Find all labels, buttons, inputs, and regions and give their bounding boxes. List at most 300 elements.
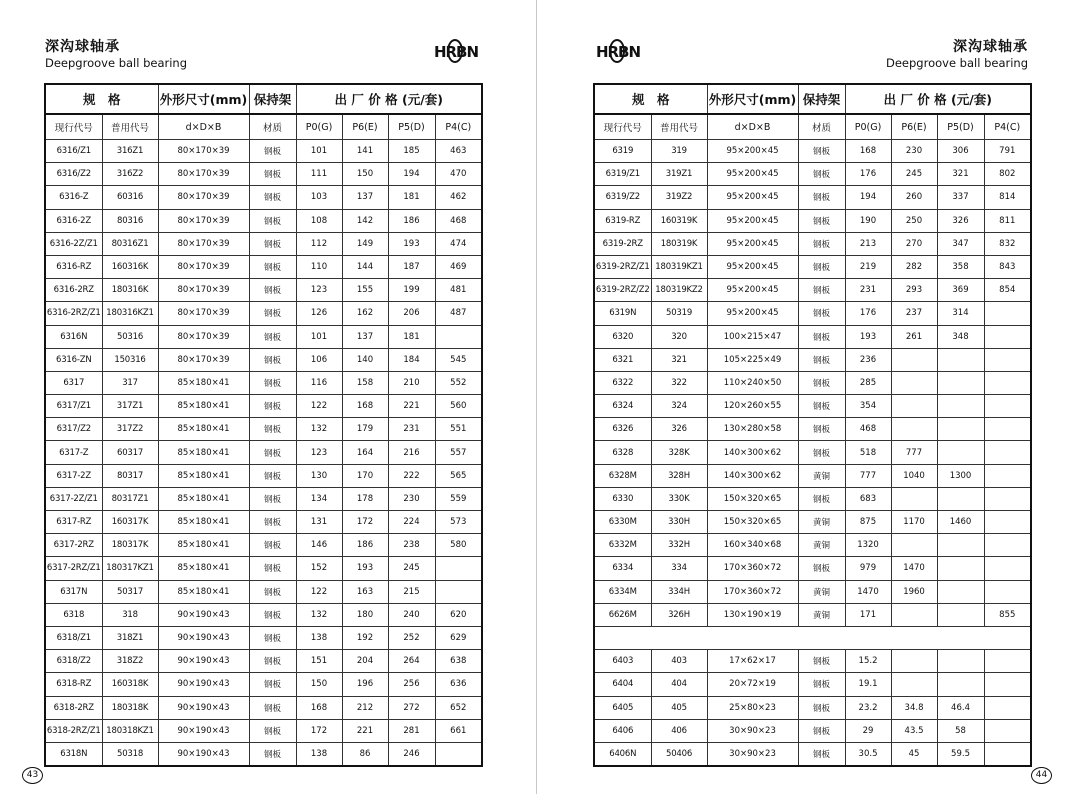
cell-dimensions: 30×90×23 bbox=[707, 719, 798, 742]
cell-dimensions: 110×240×50 bbox=[707, 371, 798, 394]
table-row bbox=[594, 696, 1031, 719]
cell-price-p4 bbox=[984, 650, 1031, 673]
cell-price-p0: 122 bbox=[296, 580, 342, 603]
cell-price-p4: 843 bbox=[984, 255, 1031, 278]
subheader-p5: P5(D) bbox=[388, 114, 435, 140]
table-row bbox=[594, 719, 1031, 742]
cell-price-p0: 193 bbox=[845, 325, 891, 348]
cell-price-p6: 162 bbox=[342, 302, 388, 325]
cell-common-code: 180316K bbox=[102, 279, 158, 302]
cell-price-p4: 791 bbox=[984, 140, 1031, 163]
cell-current-code: 6405 bbox=[594, 696, 651, 719]
cell-dimensions: 95×200×45 bbox=[707, 140, 798, 163]
cell-common-code: 318Z1 bbox=[102, 626, 158, 649]
cell-price-p4 bbox=[984, 557, 1031, 580]
cell-price-p6 bbox=[891, 650, 937, 673]
cell-material: 钢板 bbox=[798, 163, 845, 186]
cell-price-p4 bbox=[984, 696, 1031, 719]
cell-dimensions: 95×200×45 bbox=[707, 186, 798, 209]
cell-common-code: 50319 bbox=[651, 302, 707, 325]
cell-common-code: 180318KZ1 bbox=[102, 719, 158, 742]
cell-common-code: 403 bbox=[651, 650, 707, 673]
cell-common-code: 321 bbox=[651, 348, 707, 371]
table-row bbox=[45, 696, 482, 719]
cell-common-code: 317Z1 bbox=[102, 395, 158, 418]
cell-price-p5 bbox=[937, 418, 984, 441]
cell-price-p0: 130 bbox=[296, 464, 342, 487]
cell-common-code: 180319K bbox=[651, 232, 707, 255]
cell-price-p4 bbox=[984, 395, 1031, 418]
cell-price-p4: 811 bbox=[984, 209, 1031, 232]
cell-material: 钢板 bbox=[798, 650, 845, 673]
cell-price-p5 bbox=[937, 580, 984, 603]
cell-material: 黄铜 bbox=[798, 603, 845, 626]
cell-price-p5: 1300 bbox=[937, 464, 984, 487]
left-page bbox=[0, 0, 536, 794]
cell-current-code: 6317-2RZ bbox=[45, 534, 102, 557]
table-row bbox=[45, 371, 482, 394]
cell-price-p5: 369 bbox=[937, 279, 984, 302]
logo-text: HRBN bbox=[595, 43, 641, 61]
cell-material: 钢板 bbox=[798, 232, 845, 255]
cell-common-code: 180317K bbox=[102, 534, 158, 557]
cell-price-p4 bbox=[984, 673, 1031, 696]
cell-price-p4 bbox=[984, 348, 1031, 371]
cell-price-p0: 219 bbox=[845, 255, 891, 278]
cell-price-p4: 545 bbox=[435, 348, 482, 371]
cell-current-code: 6318 bbox=[45, 603, 102, 626]
page-title-cn: 深沟球轴承 bbox=[45, 39, 120, 55]
cell-material: 钢板 bbox=[249, 487, 296, 510]
subheader-current-code: 现行代号 bbox=[45, 114, 102, 140]
header-spec: 规 格 bbox=[594, 84, 707, 114]
cell-price-p0: 172 bbox=[296, 719, 342, 742]
table-row bbox=[594, 279, 1031, 302]
price-table bbox=[44, 83, 483, 767]
cell-price-p4 bbox=[984, 742, 1031, 766]
cell-price-p5: 221 bbox=[388, 395, 435, 418]
cell-price-p5: 240 bbox=[388, 603, 435, 626]
cell-price-p0: 354 bbox=[845, 395, 891, 418]
cell-current-code: 6317-2Z bbox=[45, 464, 102, 487]
cell-dimensions: 170×360×72 bbox=[707, 557, 798, 580]
cell-price-p4: 559 bbox=[435, 487, 482, 510]
cell-material: 钢板 bbox=[249, 534, 296, 557]
cell-common-code: 50318 bbox=[102, 742, 158, 766]
cell-material: 钢板 bbox=[798, 742, 845, 766]
cell-price-p5: 246 bbox=[388, 742, 435, 766]
table-row bbox=[45, 279, 482, 302]
cell-common-code: 317 bbox=[102, 371, 158, 394]
cell-material: 钢板 bbox=[249, 232, 296, 255]
cell-current-code: 6406 bbox=[594, 719, 651, 742]
cell-price-p4: 661 bbox=[435, 719, 482, 742]
subheader-dxdxb: d×D×B bbox=[158, 114, 249, 140]
cell-material: 钢板 bbox=[798, 255, 845, 278]
cell-dimensions: 85×180×41 bbox=[158, 395, 249, 418]
cell-price-p0: 236 bbox=[845, 348, 891, 371]
cell-price-p4 bbox=[984, 487, 1031, 510]
cell-price-p4: 552 bbox=[435, 371, 482, 394]
cell-current-code: 6317-Z bbox=[45, 441, 102, 464]
cell-current-code: 6318/Z2 bbox=[45, 650, 102, 673]
cell-common-code: 60316 bbox=[102, 186, 158, 209]
cell-dimensions: 85×180×41 bbox=[158, 557, 249, 580]
cell-price-p0: 875 bbox=[845, 511, 891, 534]
table-row bbox=[45, 511, 482, 534]
subheader-p6: P6(E) bbox=[891, 114, 937, 140]
cell-price-p0: 122 bbox=[296, 395, 342, 418]
table-row bbox=[594, 487, 1031, 510]
table-row bbox=[594, 209, 1031, 232]
table-row bbox=[594, 418, 1031, 441]
table-row bbox=[45, 464, 482, 487]
cell-material: 钢板 bbox=[249, 163, 296, 186]
cell-current-code: 6332M bbox=[594, 534, 651, 557]
table-row bbox=[594, 673, 1031, 696]
cell-common-code: 180316KZ1 bbox=[102, 302, 158, 325]
cell-current-code: 6319 bbox=[594, 140, 651, 163]
cell-price-p5: 193 bbox=[388, 232, 435, 255]
table-row bbox=[45, 719, 482, 742]
cell-price-p0: 132 bbox=[296, 418, 342, 441]
cell-current-code: 6403 bbox=[594, 650, 651, 673]
cell-current-code: 6319-2RZ bbox=[594, 232, 651, 255]
cell-price-p4: 468 bbox=[435, 209, 482, 232]
hrbn-logo-icon bbox=[595, 38, 641, 66]
cell-price-p6: 777 bbox=[891, 441, 937, 464]
cell-price-p6: 149 bbox=[342, 232, 388, 255]
cell-dimensions: 80×170×39 bbox=[158, 255, 249, 278]
cell-material: 钢板 bbox=[798, 209, 845, 232]
cell-common-code: 405 bbox=[651, 696, 707, 719]
cell-price-p6 bbox=[891, 348, 937, 371]
cell-material: 钢板 bbox=[249, 464, 296, 487]
cell-price-p0: 108 bbox=[296, 209, 342, 232]
cell-price-p5: 314 bbox=[937, 302, 984, 325]
cell-current-code: 6404 bbox=[594, 673, 651, 696]
cell-current-code: 6319-2RZ/Z2 bbox=[594, 279, 651, 302]
cell-price-p4: 462 bbox=[435, 186, 482, 209]
cell-material: 钢板 bbox=[249, 650, 296, 673]
cell-price-p0: 194 bbox=[845, 186, 891, 209]
cell-current-code: 6626M bbox=[594, 603, 651, 626]
cell-dimensions: 150×320×65 bbox=[707, 487, 798, 510]
cell-price-p5: 181 bbox=[388, 325, 435, 348]
subheader-p6: P6(E) bbox=[342, 114, 388, 140]
subheader-current-code: 现行代号 bbox=[594, 114, 651, 140]
table-row bbox=[594, 232, 1031, 255]
cell-material: 黄铜 bbox=[798, 511, 845, 534]
cell-dimensions: 130×280×58 bbox=[707, 418, 798, 441]
cell-price-p6: 230 bbox=[891, 140, 937, 163]
cell-dimensions: 80×170×39 bbox=[158, 163, 249, 186]
table-row bbox=[45, 441, 482, 464]
cell-material: 钢板 bbox=[249, 418, 296, 441]
cell-dimensions: 30×90×23 bbox=[707, 742, 798, 766]
cell-common-code: 160317K bbox=[102, 511, 158, 534]
cell-material: 钢板 bbox=[249, 186, 296, 209]
cell-current-code: 6316-2RZ bbox=[45, 279, 102, 302]
subheader-common-code: 普用代号 bbox=[102, 114, 158, 140]
cell-price-p4 bbox=[984, 302, 1031, 325]
table-row bbox=[45, 348, 482, 371]
table-row bbox=[594, 371, 1031, 394]
cell-common-code: 330H bbox=[651, 511, 707, 534]
cell-material: 钢板 bbox=[249, 348, 296, 371]
table-row bbox=[594, 511, 1031, 534]
cell-price-p5: 252 bbox=[388, 626, 435, 649]
cell-common-code: 330K bbox=[651, 487, 707, 510]
cell-dimensions: 90×190×43 bbox=[158, 626, 249, 649]
cell-material: 钢板 bbox=[798, 696, 845, 719]
cell-current-code: 6319/Z1 bbox=[594, 163, 651, 186]
table-row bbox=[594, 742, 1031, 766]
cell-common-code: 180319KZ1 bbox=[651, 255, 707, 278]
cell-material: 钢板 bbox=[798, 673, 845, 696]
cell-dimensions: 95×200×45 bbox=[707, 232, 798, 255]
cell-price-p5: 222 bbox=[388, 464, 435, 487]
table-row bbox=[594, 140, 1031, 163]
cell-current-code: 6318/Z1 bbox=[45, 626, 102, 649]
cell-common-code: 322 bbox=[651, 371, 707, 394]
cell-price-p6: 237 bbox=[891, 302, 937, 325]
cell-price-p4 bbox=[435, 557, 482, 580]
cell-price-p0: 101 bbox=[296, 140, 342, 163]
cell-price-p4: 470 bbox=[435, 163, 482, 186]
cell-price-p6: 204 bbox=[342, 650, 388, 673]
cell-current-code: 6316-ZN bbox=[45, 348, 102, 371]
cell-price-p4 bbox=[984, 719, 1031, 742]
cell-price-p6: 45 bbox=[891, 742, 937, 766]
cell-current-code: 6317N bbox=[45, 580, 102, 603]
cell-current-code: 6316N bbox=[45, 325, 102, 348]
cell-price-p4: 636 bbox=[435, 673, 482, 696]
cell-material: 钢板 bbox=[249, 580, 296, 603]
cell-material: 钢板 bbox=[798, 395, 845, 418]
cell-material: 钢板 bbox=[249, 673, 296, 696]
cell-dimensions: 170×360×72 bbox=[707, 580, 798, 603]
cell-current-code: 6316/Z1 bbox=[45, 140, 102, 163]
cell-price-p6 bbox=[891, 371, 937, 394]
cell-price-p0: 285 bbox=[845, 371, 891, 394]
cell-current-code: 6316-2Z/Z1 bbox=[45, 232, 102, 255]
cell-price-p6 bbox=[891, 603, 937, 626]
cell-price-p0: 123 bbox=[296, 441, 342, 464]
cell-price-p5 bbox=[937, 348, 984, 371]
cell-dimensions: 85×180×41 bbox=[158, 371, 249, 394]
cell-current-code: 6322 bbox=[594, 371, 651, 394]
table-header-row bbox=[45, 84, 482, 114]
cell-price-p5: 306 bbox=[937, 140, 984, 163]
table-subheader-row bbox=[45, 114, 482, 140]
cell-price-p0: 468 bbox=[845, 418, 891, 441]
cell-price-p6: 1960 bbox=[891, 580, 937, 603]
cell-dimensions: 160×340×68 bbox=[707, 534, 798, 557]
cell-price-p6: 293 bbox=[891, 279, 937, 302]
cell-price-p5: 224 bbox=[388, 511, 435, 534]
cell-current-code: 6334M bbox=[594, 580, 651, 603]
cell-current-code: 6316-2Z bbox=[45, 209, 102, 232]
table-row bbox=[45, 650, 482, 673]
cell-price-p5: 185 bbox=[388, 140, 435, 163]
cell-price-p5: 281 bbox=[388, 719, 435, 742]
cell-price-p6: 141 bbox=[342, 140, 388, 163]
cell-material: 钢板 bbox=[249, 302, 296, 325]
cell-price-p4: 565 bbox=[435, 464, 482, 487]
cell-price-p0: 213 bbox=[845, 232, 891, 255]
cell-current-code: 6321 bbox=[594, 348, 651, 371]
cell-price-p0: 683 bbox=[845, 487, 891, 510]
subheader-p0: P0(G) bbox=[845, 114, 891, 140]
page-title-cn: 深沟球轴承 bbox=[953, 39, 1028, 55]
cell-common-code: 318 bbox=[102, 603, 158, 626]
cell-current-code: 6324 bbox=[594, 395, 651, 418]
header-dimensions: 外形尺寸(mm) bbox=[158, 84, 249, 114]
cell-price-p4: 580 bbox=[435, 534, 482, 557]
cell-price-p6: 178 bbox=[342, 487, 388, 510]
cell-price-p4 bbox=[984, 371, 1031, 394]
cell-common-code: 80316Z1 bbox=[102, 232, 158, 255]
cell-price-p6: 270 bbox=[891, 232, 937, 255]
cell-common-code: 160319K bbox=[651, 209, 707, 232]
cell-price-p4: 832 bbox=[984, 232, 1031, 255]
cell-material: 钢板 bbox=[798, 441, 845, 464]
cell-price-p5: 194 bbox=[388, 163, 435, 186]
table-header-row bbox=[594, 84, 1031, 114]
cell-price-p0: 146 bbox=[296, 534, 342, 557]
header-price: 出 厂 价 格 (元/套) bbox=[296, 84, 482, 114]
table-row bbox=[45, 163, 482, 186]
cell-price-p4: 560 bbox=[435, 395, 482, 418]
cell-dimensions: 20×72×19 bbox=[707, 673, 798, 696]
cell-price-p0: 150 bbox=[296, 673, 342, 696]
cell-price-p5 bbox=[937, 534, 984, 557]
cell-dimensions: 95×200×45 bbox=[707, 209, 798, 232]
cell-current-code: 6317-RZ bbox=[45, 511, 102, 534]
cell-price-p6: 260 bbox=[891, 186, 937, 209]
cell-price-p4: 620 bbox=[435, 603, 482, 626]
cell-material: 钢板 bbox=[249, 696, 296, 719]
cell-common-code: 326H bbox=[651, 603, 707, 626]
cell-price-p4 bbox=[984, 325, 1031, 348]
cell-price-p0: 131 bbox=[296, 511, 342, 534]
cell-price-p0: 23.2 bbox=[845, 696, 891, 719]
cell-current-code: 6319N bbox=[594, 302, 651, 325]
cell-price-p0: 171 bbox=[845, 603, 891, 626]
cell-current-code: 6318-RZ bbox=[45, 673, 102, 696]
table-row bbox=[45, 603, 482, 626]
cell-current-code: 6330 bbox=[594, 487, 651, 510]
cell-price-p6 bbox=[891, 673, 937, 696]
cell-price-p0: 134 bbox=[296, 487, 342, 510]
cell-dimensions: 95×200×45 bbox=[707, 255, 798, 278]
cell-price-p5: 264 bbox=[388, 650, 435, 673]
table-body bbox=[45, 140, 482, 767]
cell-price-p5 bbox=[937, 441, 984, 464]
cell-price-p6: 144 bbox=[342, 255, 388, 278]
cell-dimensions: 140×300×62 bbox=[707, 441, 798, 464]
cell-price-p0: 518 bbox=[845, 441, 891, 464]
cell-dimensions: 85×180×41 bbox=[158, 580, 249, 603]
cell-material: 钢板 bbox=[798, 140, 845, 163]
cell-price-p0: 106 bbox=[296, 348, 342, 371]
cell-price-p0: 176 bbox=[845, 302, 891, 325]
cell-current-code: 6317/Z1 bbox=[45, 395, 102, 418]
table-row bbox=[594, 534, 1031, 557]
header-spec: 规 格 bbox=[45, 84, 158, 114]
cell-dimensions: 80×170×39 bbox=[158, 186, 249, 209]
cell-price-p5: 206 bbox=[388, 302, 435, 325]
cell-dimensions: 90×190×43 bbox=[158, 673, 249, 696]
cell-price-p5: 181 bbox=[388, 186, 435, 209]
cell-price-p4 bbox=[984, 441, 1031, 464]
table-row bbox=[594, 580, 1031, 603]
table-row bbox=[45, 673, 482, 696]
cell-price-p6 bbox=[891, 418, 937, 441]
cell-price-p5: 347 bbox=[937, 232, 984, 255]
cell-common-code: 150316 bbox=[102, 348, 158, 371]
cell-common-code: 324 bbox=[651, 395, 707, 418]
cell-material: 钢板 bbox=[249, 371, 296, 394]
cell-price-p6: 140 bbox=[342, 348, 388, 371]
cell-price-p0: 190 bbox=[845, 209, 891, 232]
cell-price-p4 bbox=[435, 580, 482, 603]
cell-price-p6: 245 bbox=[891, 163, 937, 186]
cell-price-p6: 1470 bbox=[891, 557, 937, 580]
table-row bbox=[45, 534, 482, 557]
subheader-common-code: 普用代号 bbox=[651, 114, 707, 140]
cell-price-p5: 256 bbox=[388, 673, 435, 696]
cell-material: 钢板 bbox=[798, 302, 845, 325]
cell-price-p4: 551 bbox=[435, 418, 482, 441]
table-row bbox=[45, 742, 482, 766]
cell-price-p6: 142 bbox=[342, 209, 388, 232]
cell-dimensions: 90×190×43 bbox=[158, 719, 249, 742]
cell-common-code: 326 bbox=[651, 418, 707, 441]
cell-current-code: 6328M bbox=[594, 464, 651, 487]
cell-price-p4: 855 bbox=[984, 603, 1031, 626]
table-subheader-row bbox=[594, 114, 1031, 140]
table-row bbox=[45, 302, 482, 325]
cell-price-p6 bbox=[891, 395, 937, 418]
cell-price-p0: 111 bbox=[296, 163, 342, 186]
cell-price-p6: 86 bbox=[342, 742, 388, 766]
cell-common-code: 80317 bbox=[102, 464, 158, 487]
cell-current-code: 6319-2RZ/Z1 bbox=[594, 255, 651, 278]
cell-price-p5: 358 bbox=[937, 255, 984, 278]
cell-common-code: 320 bbox=[651, 325, 707, 348]
cell-price-p0: 138 bbox=[296, 742, 342, 766]
cell-price-p4 bbox=[984, 464, 1031, 487]
cell-price-p6: 164 bbox=[342, 441, 388, 464]
cell-price-p5: 216 bbox=[388, 441, 435, 464]
cell-material: 钢板 bbox=[798, 348, 845, 371]
cell-price-p4: 814 bbox=[984, 186, 1031, 209]
cell-common-code: 80316 bbox=[102, 209, 158, 232]
cell-price-p6: 261 bbox=[891, 325, 937, 348]
header-dimensions: 外形尺寸(mm) bbox=[707, 84, 798, 114]
cell-material: 钢板 bbox=[249, 626, 296, 649]
cell-material: 钢板 bbox=[798, 487, 845, 510]
table-row bbox=[45, 487, 482, 510]
cell-current-code: 6320 bbox=[594, 325, 651, 348]
cell-price-p6: 163 bbox=[342, 580, 388, 603]
cell-price-p4: 802 bbox=[984, 163, 1031, 186]
cell-price-p0: 168 bbox=[845, 140, 891, 163]
cell-price-p0: 1470 bbox=[845, 580, 891, 603]
cell-price-p5: 186 bbox=[388, 209, 435, 232]
